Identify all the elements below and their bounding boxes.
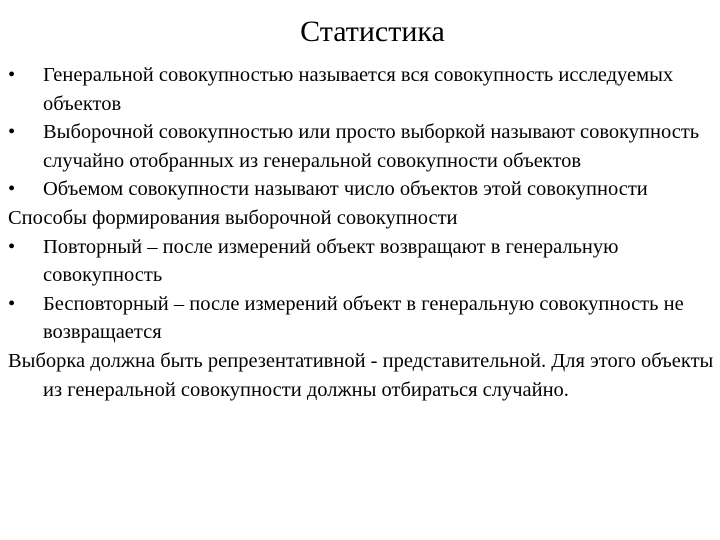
definition-item [8,61,718,118]
bullet-icon: • [8,292,16,315]
bullet-icon: • [8,64,16,86]
slide-title: Статистика [300,15,445,48]
conclusion-text: Выборка должна быть репрезентативной - представительной. Для этого объекты из генеральной совокупности должны отбираться случайно. [8,349,714,401]
bullet-icon: • [8,121,16,144]
methods-heading: Способы формирования выборочной совокупности [8,206,458,229]
definition-item [8,118,718,175]
method-text: Бесповторный – после измерений объект в генеральную совокупность не возвращается [43,292,684,344]
bullet-icon: • [8,235,16,258]
method-item [8,233,718,290]
definition-text: Выборочной совокупностью или просто выборкой называют совокупность случайно отобранных из генеральной совокупности объектов [43,121,700,172]
definition-item [8,175,718,204]
slide-content [8,61,718,404]
definition-text: Генеральной совокупностью называется вся совокупность исследуемых объектов [43,64,674,115]
definition-text: Объемом совокупности называют число объектов этой совокупности [43,178,648,201]
bullet-icon: • [8,178,16,201]
method-text: Повторный – после измерений объект возвращают в генеральную совокупность [43,235,619,287]
method-item [8,290,718,347]
